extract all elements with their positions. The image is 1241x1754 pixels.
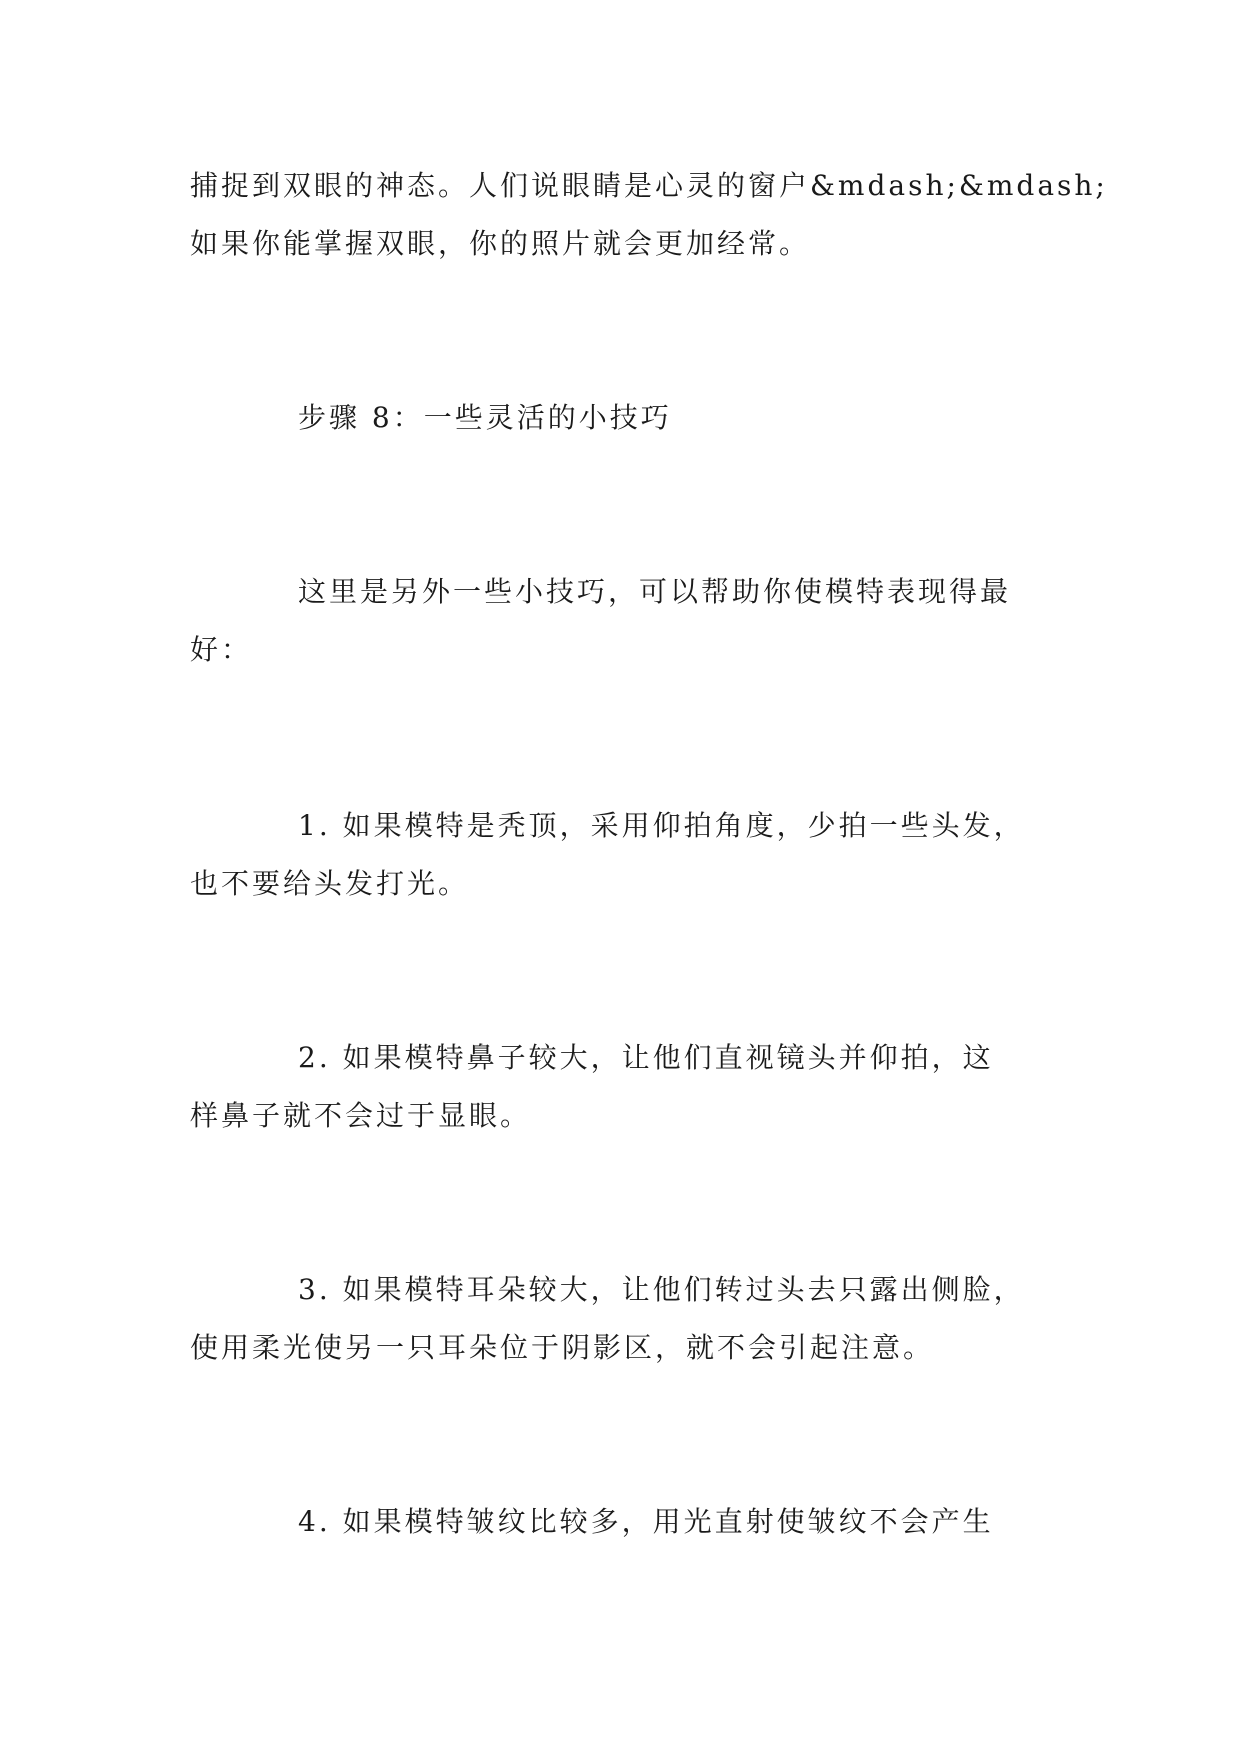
tip-2-line-1: 2. 如果模特鼻子较大，让他们直视镜头并仰拍，这 [298,1041,994,1074]
tip-3-line-2: 使用柔光使另一只耳朵位于阴影区，就不会引起注意。 [190,1331,935,1364]
step-8-heading: 步骤 8：一些灵活的小技巧 [298,401,672,434]
paragraph-intro-line-2: 好： [190,633,253,666]
tip-1-line-2: 也不要给头发打光。 [190,867,470,900]
paragraph-intro-line-1: 这里是另外一些小技巧，可以帮助你使模特表现得最 [298,575,1012,608]
tip-2-line-2: 样鼻子就不会过于显眼。 [190,1099,532,1132]
tip-1-line-1: 1. 如果模特是秃顶，采用仰拍角度，少拍一些头发， [298,809,1025,842]
paragraph-eyes-line-2: 如果你能掌握双眼，你的照片就会更加经常。 [190,227,811,260]
tip-3-line-1: 3. 如果模特耳朵较大，让他们转过头去只露出侧脸， [298,1273,1025,1306]
paragraph-eyes-line-1: 捕捉到双眼的神态。人们说眼睛是心灵的窗户&mdash;&mdash; [190,169,1108,202]
tip-4-line-1: 4. 如果模特皱纹比较多，用光直射使皱纹不会产生 [298,1505,994,1538]
